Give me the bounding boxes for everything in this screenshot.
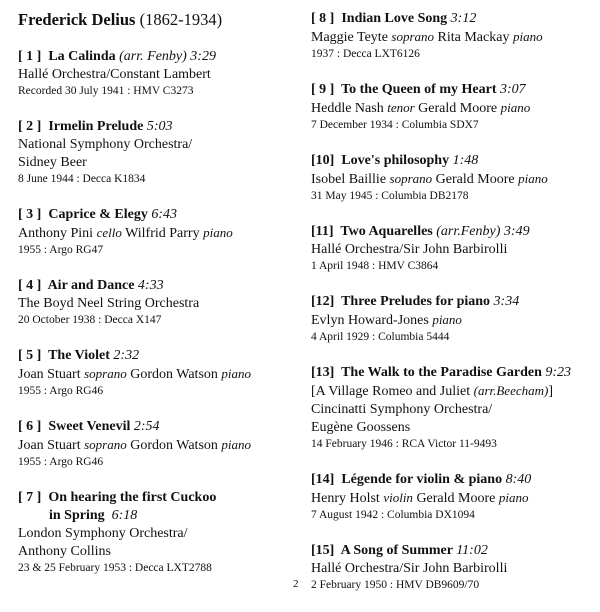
- recording-info: 4 April 1929 : Columbia 5444: [311, 331, 450, 343]
- performer-line: [311, 28, 596, 47]
- performer-name: Anthony Pini: [18, 226, 94, 241]
- track-title: To the Queen of my Heart: [341, 82, 497, 97]
- track-title: The Violet: [48, 348, 110, 363]
- performer-name: Eugène Goossens: [311, 420, 411, 435]
- track-title-line: [311, 223, 596, 241]
- track-entry: [311, 293, 596, 345]
- performer-line: [18, 136, 298, 154]
- track-number: [12]: [311, 294, 335, 309]
- performer-role: cello: [96, 225, 122, 240]
- performer-name: Hallé Orchestra/Sir John Barbirolli: [311, 561, 508, 576]
- track-duration: 1:48: [452, 153, 479, 168]
- track-number: [ 7 ]: [18, 490, 42, 505]
- performer-line: [311, 170, 596, 189]
- composer-name: Frederick Delius: [18, 10, 136, 29]
- track-entry: [311, 10, 596, 62]
- performer-name-2: Wilfrid Parry: [125, 226, 200, 241]
- performer-role-2: piano: [518, 171, 548, 186]
- performer-line: [311, 311, 596, 330]
- track-title: Caprice & Elegy: [48, 207, 148, 222]
- track-duration: 4:33: [137, 278, 164, 293]
- track-duration: 2:54: [133, 419, 160, 434]
- performer-name: Henry Holst: [311, 491, 380, 506]
- track-duration: 3:07: [500, 82, 526, 97]
- recording-info: 1 April 1948 : HMV C3864: [311, 260, 439, 272]
- track-title: Irmelin Prelude: [48, 119, 144, 134]
- track-title: The Walk to the Paradise Garden: [341, 365, 542, 380]
- recording-info: Recorded 30 July 1941 : HMV C3273: [18, 85, 194, 97]
- recording-info: 20 October 1938 : Decca X147: [18, 314, 162, 326]
- performer-line: [311, 241, 596, 259]
- performer-name: London Symphony Orchestra/: [18, 526, 188, 541]
- performer-line: [18, 295, 298, 313]
- performer-name: Sidney Beer: [18, 155, 87, 170]
- page-number: 2: [293, 578, 299, 590]
- track-title-continued: [18, 507, 298, 525]
- track-entry: [18, 277, 298, 328]
- performer-line: [311, 401, 596, 419]
- track-title-line: [18, 118, 298, 136]
- recording-info: 1955 : Argo RG46: [18, 385, 104, 397]
- performer-line: [18, 224, 298, 243]
- track-entry: [311, 364, 596, 452]
- performer-role: violin: [383, 490, 413, 505]
- performer-name: The Boyd Neel String Orchestra: [18, 296, 200, 311]
- track-duration: 8:40: [505, 472, 532, 487]
- track-title-line: [311, 81, 596, 99]
- recording-info: 7 December 1934 : Columbia SDX7: [311, 119, 479, 131]
- track-title-line: [18, 206, 298, 224]
- track-title: On hearing the first Cuckoo: [48, 490, 217, 505]
- performer-role: (arr.Beecham): [473, 383, 549, 398]
- track-entry: [311, 542, 596, 593]
- performer-line: [311, 560, 596, 578]
- track-list-left: [18, 48, 298, 576]
- track-number: [10]: [311, 153, 335, 168]
- track-entry: [311, 223, 596, 274]
- recording-info: 2 February 1950 : HMV DB9609/70: [311, 579, 480, 591]
- composer-dates: (1862-1934): [139, 10, 223, 29]
- performer-name: Cincinatti Symphony Orchestra/: [311, 402, 493, 417]
- performer-name-2: Gordon Watson: [130, 438, 218, 453]
- track-title-part2: in Spring: [49, 508, 105, 523]
- track-number: [14]: [311, 472, 335, 487]
- track-title-line: [311, 293, 596, 311]
- track-title: Two Aquarelles: [340, 224, 433, 239]
- performer-role: soprano: [84, 437, 127, 452]
- track-title: Indian Love Song: [341, 11, 448, 26]
- performer-line: [311, 99, 596, 118]
- track-number: [ 4 ]: [18, 278, 42, 293]
- performer-name: Isobel Baillie: [311, 172, 387, 187]
- track-number: [ 5 ]: [18, 348, 42, 363]
- track-title-line: [18, 418, 298, 436]
- track-title-line: [18, 277, 298, 295]
- recording-info: 1955 : Argo RG46: [18, 456, 104, 468]
- track-duration: 3:29: [190, 49, 216, 64]
- track-duration: 2:32: [113, 348, 140, 363]
- performer-name-2: Gerald Moore: [435, 172, 515, 187]
- track-duration: 3:34: [493, 294, 520, 309]
- performer-name: Evlyn Howard-Jones: [311, 313, 429, 328]
- track-duration: 3:12: [450, 11, 477, 26]
- track-number: [15]: [311, 543, 335, 558]
- performer-role-2: piano: [500, 100, 531, 115]
- performer-line: [18, 525, 298, 543]
- track-title: Légende for violin & piano: [341, 472, 503, 487]
- track-title: A Song of Summer: [340, 543, 453, 558]
- track-entry: [18, 206, 298, 258]
- track-entry: [311, 152, 596, 204]
- track-entry: [18, 418, 298, 470]
- performer-name: Joan Stuart: [18, 367, 81, 382]
- recording-info: 23 & 25 February 1953 : Decca LXT2788: [18, 562, 212, 574]
- performer-role-2: piano: [512, 29, 543, 44]
- track-entry: [18, 118, 298, 187]
- track-entry: [311, 471, 596, 523]
- track-duration: 6:18: [111, 508, 138, 523]
- performer-line: [18, 66, 298, 84]
- track-title: Three Preludes for piano: [341, 294, 491, 309]
- performer-name: Anthony Collins: [18, 544, 111, 559]
- track-title-line: [18, 489, 298, 525]
- performer-line: [18, 436, 298, 455]
- track-title-line: [311, 152, 596, 170]
- recording-info: 31 May 1945 : Columbia DB2178: [311, 190, 469, 202]
- track-number: [ 3 ]: [18, 207, 42, 222]
- performer-role: tenor: [387, 100, 415, 115]
- performer-name: Joan Stuart: [18, 438, 81, 453]
- recording-info: 1937 : Decca LXT6126: [311, 48, 420, 60]
- track-duration: 11:02: [456, 543, 488, 558]
- track-entry: [18, 347, 298, 399]
- performer-line: [18, 365, 298, 384]
- performer-role-2: piano: [221, 366, 252, 381]
- performer-role: soprano: [389, 171, 433, 186]
- performer-role: piano: [432, 312, 462, 327]
- track-number: [ 8 ]: [311, 11, 335, 26]
- track-title-line: [311, 10, 596, 28]
- performer-name: National Symphony Orchestra/: [18, 137, 193, 152]
- track-title-line: [311, 364, 596, 382]
- track-title: Air and Dance: [47, 278, 135, 293]
- arrangement-note: (arr.Fenby): [436, 224, 501, 239]
- performer-name-2: Gerald Moore: [418, 101, 498, 116]
- performer-role-2: piano: [498, 490, 529, 505]
- right-column: [311, 10, 596, 612]
- track-entry: [311, 81, 596, 133]
- track-entry: [18, 489, 298, 576]
- track-list-right: [311, 10, 596, 593]
- recording-info: 8 June 1944 : Decca K1834: [18, 173, 146, 185]
- recording-info: 7 August 1942 : Columbia DX1094: [311, 509, 475, 521]
- arrangement-note: (arr. Fenby): [119, 49, 187, 64]
- track-title: Love's philosophy: [341, 153, 450, 168]
- track-duration: 5:03: [146, 119, 173, 134]
- performer-name: Hallé Orchestra/Constant Lambert: [18, 67, 211, 82]
- track-title: Sweet Venevil: [48, 419, 131, 434]
- recording-info: 14 February 1946 : RCA Victor 11-9493: [311, 438, 497, 450]
- track-number: [ 6 ]: [18, 419, 42, 434]
- track-number: [ 1 ]: [18, 49, 42, 64]
- track-number: [ 2 ]: [18, 119, 42, 134]
- performer-name: Maggie Teyte: [311, 30, 388, 45]
- performer-name-2: Gordon Watson: [130, 367, 218, 382]
- performer-line: [18, 543, 298, 561]
- track-title-line: [18, 48, 298, 66]
- track-title-line: [311, 542, 596, 560]
- performer-name-2: Gerald Moore: [416, 491, 496, 506]
- track-number: [11]: [311, 224, 334, 239]
- left-column: [18, 10, 298, 595]
- performer-name-2: ]: [548, 384, 554, 399]
- performer-role-2: piano: [203, 225, 233, 240]
- page-header: [18, 10, 298, 30]
- performer-name-2: Rita Mackay: [437, 30, 510, 45]
- performer-name: [A Village Romeo and Juliet: [311, 384, 471, 399]
- performer-line: [311, 489, 596, 508]
- track-duration: 6:43: [151, 207, 178, 222]
- track-entry: [18, 48, 298, 99]
- performer-role-2: piano: [221, 437, 252, 452]
- track-number: [ 9 ]: [311, 82, 335, 97]
- performer-name: Hallé Orchestra/Sir John Barbirolli: [311, 242, 508, 257]
- track-title-line: [311, 471, 596, 489]
- performer-line: [311, 382, 596, 401]
- performer-name: Heddle Nash: [311, 101, 384, 116]
- performer-line: [311, 419, 596, 437]
- track-duration: 3:49: [503, 224, 530, 239]
- track-title-line: [18, 347, 298, 365]
- track-number: [13]: [311, 365, 335, 380]
- track-title: La Calinda: [48, 49, 116, 64]
- track-duration: 9:23: [545, 365, 572, 380]
- performer-role: soprano: [84, 366, 127, 381]
- recording-info: 1955 : Argo RG47: [18, 244, 104, 256]
- performer-line: [18, 154, 298, 172]
- performer-role: soprano: [391, 29, 435, 44]
